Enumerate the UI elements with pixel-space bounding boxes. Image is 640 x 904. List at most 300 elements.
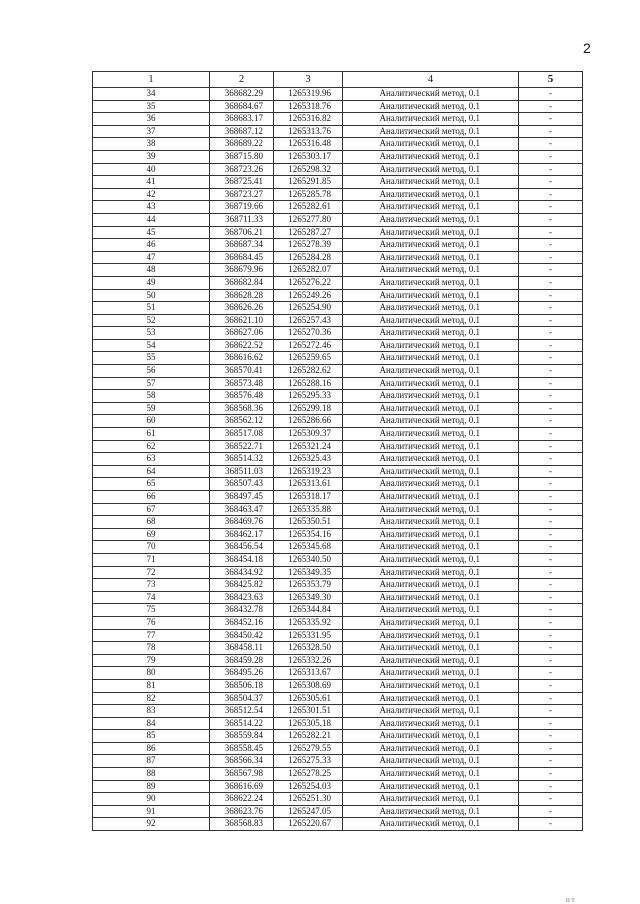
- note-cell: -: [519, 491, 583, 504]
- point-number-cell: 38: [93, 138, 210, 151]
- point-number-cell: 58: [93, 390, 210, 403]
- note-cell: -: [519, 163, 583, 176]
- x-coordinate-cell: 368684.67: [210, 100, 274, 113]
- x-coordinate-cell: 368623.76: [210, 805, 274, 818]
- point-number-cell: 50: [93, 289, 210, 302]
- y-coordinate-cell: 1265344.84: [274, 604, 343, 617]
- point-number-cell: 74: [93, 591, 210, 604]
- point-number-cell: 66: [93, 491, 210, 504]
- point-number-cell: 49: [93, 276, 210, 289]
- y-coordinate-cell: 1265277.80: [274, 213, 343, 226]
- y-coordinate-cell: 1265254.90: [274, 302, 343, 315]
- table-row: [93, 768, 583, 781]
- note-cell: -: [519, 213, 583, 226]
- note-cell: -: [519, 113, 583, 126]
- x-coordinate-cell: 368682.29: [210, 88, 274, 101]
- note-cell: -: [519, 528, 583, 541]
- x-coordinate-cell: 368570.41: [210, 365, 274, 378]
- method-cell: Аналитический метод, 0.1: [343, 516, 519, 529]
- point-number-cell: 56: [93, 365, 210, 378]
- note-cell: -: [519, 402, 583, 415]
- note-cell: -: [519, 730, 583, 743]
- y-coordinate-cell: 1265328.50: [274, 642, 343, 655]
- note-cell: -: [519, 465, 583, 478]
- table-row: [93, 604, 583, 617]
- note-cell: -: [519, 188, 583, 201]
- header-cell-4: 4: [343, 72, 519, 88]
- method-cell: Аналитический метод, 0.1: [343, 616, 519, 629]
- method-cell: Аналитический метод, 0.1: [343, 692, 519, 705]
- table-row: [93, 616, 583, 629]
- point-number-cell: 68: [93, 516, 210, 529]
- x-coordinate-cell: 368576.48: [210, 390, 274, 403]
- note-cell: -: [519, 352, 583, 365]
- method-cell: Аналитический метод, 0.1: [343, 465, 519, 478]
- x-coordinate-cell: 368568.83: [210, 818, 274, 831]
- y-coordinate-cell: 1265319.96: [274, 88, 343, 101]
- point-number-cell: 59: [93, 402, 210, 415]
- method-cell: Аналитический метод, 0.1: [343, 289, 519, 302]
- method-cell: Аналитический метод, 0.1: [343, 453, 519, 466]
- header-cell-3: 3: [274, 72, 343, 88]
- x-coordinate-cell: 368679.96: [210, 264, 274, 277]
- method-cell: Аналитический метод, 0.1: [343, 478, 519, 491]
- x-coordinate-cell: 368458.11: [210, 642, 274, 655]
- point-number-cell: 86: [93, 742, 210, 755]
- point-number-cell: 41: [93, 176, 210, 189]
- y-coordinate-cell: 1265254.03: [274, 780, 343, 793]
- x-coordinate-cell: 368456.54: [210, 541, 274, 554]
- y-coordinate-cell: 1265325.43: [274, 453, 343, 466]
- y-coordinate-cell: 1265282.21: [274, 730, 343, 743]
- y-coordinate-cell: 1265340.50: [274, 553, 343, 566]
- x-coordinate-cell: 368497.45: [210, 491, 274, 504]
- note-cell: -: [519, 289, 583, 302]
- point-number-cell: 81: [93, 679, 210, 692]
- y-coordinate-cell: 1265295.33: [274, 390, 343, 403]
- y-coordinate-cell: 1265353.79: [274, 579, 343, 592]
- method-cell: Аналитический метод, 0.1: [343, 339, 519, 352]
- x-coordinate-cell: 368706.21: [210, 226, 274, 239]
- method-cell: Аналитический метод, 0.1: [343, 365, 519, 378]
- method-cell: Аналитический метод, 0.1: [343, 566, 519, 579]
- y-coordinate-cell: 1265319.23: [274, 465, 343, 478]
- point-number-cell: 51: [93, 302, 210, 315]
- y-coordinate-cell: 1265313.61: [274, 478, 343, 491]
- note-cell: -: [519, 440, 583, 453]
- x-coordinate-cell: 368558.45: [210, 742, 274, 755]
- note-cell: -: [519, 679, 583, 692]
- note-cell: -: [519, 516, 583, 529]
- table-row: [93, 402, 583, 415]
- method-cell: Аналитический метод, 0.1: [343, 352, 519, 365]
- point-number-cell: 44: [93, 213, 210, 226]
- note-cell: -: [519, 705, 583, 718]
- x-coordinate-cell: 368689.22: [210, 138, 274, 151]
- point-number-cell: 70: [93, 541, 210, 554]
- x-coordinate-cell: 368723.26: [210, 163, 274, 176]
- y-coordinate-cell: 1265313.67: [274, 667, 343, 680]
- y-coordinate-cell: 1265282.62: [274, 365, 343, 378]
- note-cell: -: [519, 591, 583, 604]
- table-row: [93, 491, 583, 504]
- point-number-cell: 72: [93, 566, 210, 579]
- x-coordinate-cell: 368512.54: [210, 705, 274, 718]
- x-coordinate-cell: 368683.17: [210, 113, 274, 126]
- x-coordinate-cell: 368514.32: [210, 453, 274, 466]
- table-row: [93, 100, 583, 113]
- header-cell-2: 2: [210, 72, 274, 88]
- x-coordinate-cell: 368567.98: [210, 768, 274, 781]
- method-cell: Аналитический метод, 0.1: [343, 125, 519, 138]
- note-cell: -: [519, 201, 583, 214]
- table-row: [93, 440, 583, 453]
- method-cell: Аналитический метод, 0.1: [343, 276, 519, 289]
- table-header-row: [93, 72, 583, 88]
- x-coordinate-cell: 368684.45: [210, 251, 274, 264]
- point-number-cell: 42: [93, 188, 210, 201]
- table-row: [93, 780, 583, 793]
- note-cell: -: [519, 717, 583, 730]
- method-cell: Аналитический метод, 0.1: [343, 491, 519, 504]
- note-cell: -: [519, 654, 583, 667]
- table-row: [93, 528, 583, 541]
- method-cell: Аналитический метод, 0.1: [343, 415, 519, 428]
- point-number-cell: 57: [93, 377, 210, 390]
- point-number-cell: 47: [93, 251, 210, 264]
- method-cell: Аналитический метод, 0.1: [343, 428, 519, 441]
- x-coordinate-cell: 368616.69: [210, 780, 274, 793]
- table-row: [93, 642, 583, 655]
- table-row: [93, 113, 583, 126]
- point-number-cell: 55: [93, 352, 210, 365]
- y-coordinate-cell: 1265275.33: [274, 755, 343, 768]
- note-cell: -: [519, 793, 583, 806]
- method-cell: Аналитический метод, 0.1: [343, 264, 519, 277]
- note-cell: -: [519, 276, 583, 289]
- method-cell: Аналитический метод, 0.1: [343, 742, 519, 755]
- method-cell: Аналитический метод, 0.1: [343, 642, 519, 655]
- y-coordinate-cell: 1265345.68: [274, 541, 343, 554]
- x-coordinate-cell: 368514.22: [210, 717, 274, 730]
- method-cell: Аналитический метод, 0.1: [343, 503, 519, 516]
- table-row: [93, 377, 583, 390]
- point-number-cell: 63: [93, 453, 210, 466]
- y-coordinate-cell: 1265286.66: [274, 415, 343, 428]
- point-number-cell: 43: [93, 201, 210, 214]
- table-row: [93, 415, 583, 428]
- point-number-cell: 52: [93, 314, 210, 327]
- note-cell: -: [519, 755, 583, 768]
- point-number-cell: 80: [93, 667, 210, 680]
- note-cell: -: [519, 579, 583, 592]
- x-coordinate-cell: 368622.52: [210, 339, 274, 352]
- coordinates-table: [92, 71, 583, 831]
- y-coordinate-cell: 1265287.27: [274, 226, 343, 239]
- note-cell: -: [519, 616, 583, 629]
- table-row: [93, 390, 583, 403]
- x-coordinate-cell: 368450.42: [210, 629, 274, 642]
- table-row: [93, 579, 583, 592]
- y-coordinate-cell: 1265285.78: [274, 188, 343, 201]
- method-cell: Аналитический метод, 0.1: [343, 201, 519, 214]
- x-coordinate-cell: 368469.76: [210, 516, 274, 529]
- header-cell-1: 1: [93, 72, 210, 88]
- x-coordinate-cell: 368425.82: [210, 579, 274, 592]
- table-row: [93, 276, 583, 289]
- point-number-cell: 36: [93, 113, 210, 126]
- point-number-cell: 39: [93, 150, 210, 163]
- table-row: [93, 176, 583, 189]
- note-cell: -: [519, 239, 583, 252]
- table-row: [93, 516, 583, 529]
- point-number-cell: 75: [93, 604, 210, 617]
- method-cell: Аналитический метод, 0.1: [343, 667, 519, 680]
- x-coordinate-cell: 368511.03: [210, 465, 274, 478]
- table-row: [93, 717, 583, 730]
- x-coordinate-cell: 368506.18: [210, 679, 274, 692]
- point-number-cell: 78: [93, 642, 210, 655]
- point-number-cell: 88: [93, 768, 210, 781]
- note-cell: -: [519, 339, 583, 352]
- x-coordinate-cell: 368432.78: [210, 604, 274, 617]
- point-number-cell: 40: [93, 163, 210, 176]
- note-cell: -: [519, 138, 583, 151]
- y-coordinate-cell: 1265247.05: [274, 805, 343, 818]
- point-number-cell: 65: [93, 478, 210, 491]
- point-number-cell: 53: [93, 327, 210, 340]
- method-cell: Аналитический метод, 0.1: [343, 553, 519, 566]
- method-cell: Аналитический метод, 0.1: [343, 138, 519, 151]
- table-row: [93, 239, 583, 252]
- method-cell: Аналитический метод, 0.1: [343, 768, 519, 781]
- method-cell: Аналитический метод, 0.1: [343, 705, 519, 718]
- note-cell: -: [519, 176, 583, 189]
- note-cell: -: [519, 566, 583, 579]
- table-row: [93, 213, 583, 226]
- x-coordinate-cell: 368682.84: [210, 276, 274, 289]
- note-cell: -: [519, 428, 583, 441]
- point-number-cell: 85: [93, 730, 210, 743]
- x-coordinate-cell: 368711.33: [210, 213, 274, 226]
- table-row: [93, 793, 583, 806]
- y-coordinate-cell: 1265257.43: [274, 314, 343, 327]
- x-coordinate-cell: 368628.28: [210, 289, 274, 302]
- point-number-cell: 89: [93, 780, 210, 793]
- table-row: [93, 478, 583, 491]
- method-cell: Аналитический метод, 0.1: [343, 541, 519, 554]
- x-coordinate-cell: 368621.10: [210, 314, 274, 327]
- point-number-cell: 45: [93, 226, 210, 239]
- note-cell: -: [519, 629, 583, 642]
- point-number-cell: 67: [93, 503, 210, 516]
- table-row: [93, 818, 583, 831]
- x-coordinate-cell: 368463.47: [210, 503, 274, 516]
- point-number-cell: 71: [93, 553, 210, 566]
- y-coordinate-cell: 1265279.55: [274, 742, 343, 755]
- table-row: [93, 302, 583, 315]
- x-coordinate-cell: 368715.80: [210, 150, 274, 163]
- point-number-cell: 79: [93, 654, 210, 667]
- method-cell: Аналитический метод, 0.1: [343, 239, 519, 252]
- method-cell: Аналитический метод, 0.1: [343, 251, 519, 264]
- y-coordinate-cell: 1265282.61: [274, 201, 343, 214]
- y-coordinate-cell: 1265270.36: [274, 327, 343, 340]
- method-cell: Аналитический метод, 0.1: [343, 755, 519, 768]
- y-coordinate-cell: 1265301.51: [274, 705, 343, 718]
- y-coordinate-cell: 1265282.07: [274, 264, 343, 277]
- note-cell: -: [519, 553, 583, 566]
- point-number-cell: 64: [93, 465, 210, 478]
- table-row: [93, 742, 583, 755]
- x-coordinate-cell: 368687.12: [210, 125, 274, 138]
- method-cell: Аналитический метод, 0.1: [343, 440, 519, 453]
- note-cell: -: [519, 818, 583, 831]
- point-number-cell: 90: [93, 793, 210, 806]
- x-coordinate-cell: 368687.34: [210, 239, 274, 252]
- table-row: [93, 314, 583, 327]
- table-row: [93, 465, 583, 478]
- note-cell: -: [519, 100, 583, 113]
- note-cell: -: [519, 642, 583, 655]
- y-coordinate-cell: 1265249.26: [274, 289, 343, 302]
- x-coordinate-cell: 368504.37: [210, 692, 274, 705]
- point-number-cell: 46: [93, 239, 210, 252]
- table-row: [93, 339, 583, 352]
- table-row: [93, 150, 583, 163]
- point-number-cell: 34: [93, 88, 210, 101]
- y-coordinate-cell: 1265331.95: [274, 629, 343, 642]
- method-cell: Аналитический метод, 0.1: [343, 188, 519, 201]
- x-coordinate-cell: 368562.12: [210, 415, 274, 428]
- table-row: [93, 264, 583, 277]
- x-coordinate-cell: 368627.06: [210, 327, 274, 340]
- point-number-cell: 73: [93, 579, 210, 592]
- note-cell: -: [519, 390, 583, 403]
- table-row: [93, 138, 583, 151]
- method-cell: Аналитический метод, 0.1: [343, 377, 519, 390]
- method-cell: Аналитический метод, 0.1: [343, 793, 519, 806]
- note-cell: -: [519, 453, 583, 466]
- x-coordinate-cell: 368434.92: [210, 566, 274, 579]
- note-cell: -: [519, 226, 583, 239]
- table-row: [93, 755, 583, 768]
- x-coordinate-cell: 368719.66: [210, 201, 274, 214]
- x-coordinate-cell: 368462.17: [210, 528, 274, 541]
- note-cell: -: [519, 88, 583, 101]
- x-coordinate-cell: 368725.41: [210, 176, 274, 189]
- method-cell: Аналитический метод, 0.1: [343, 717, 519, 730]
- y-coordinate-cell: 1265291.85: [274, 176, 343, 189]
- point-number-cell: 87: [93, 755, 210, 768]
- y-coordinate-cell: 1265259.65: [274, 352, 343, 365]
- method-cell: Аналитический метод, 0.1: [343, 579, 519, 592]
- method-cell: Аналитический метод, 0.1: [343, 402, 519, 415]
- method-cell: Аналитический метод, 0.1: [343, 100, 519, 113]
- note-cell: -: [519, 780, 583, 793]
- x-coordinate-cell: 368454.18: [210, 553, 274, 566]
- table-row: [93, 201, 583, 214]
- x-coordinate-cell: 368723.27: [210, 188, 274, 201]
- note-cell: -: [519, 478, 583, 491]
- header-cell-5: 5: [519, 72, 583, 88]
- table-row: [93, 188, 583, 201]
- method-cell: Аналитический метод, 0.1: [343, 314, 519, 327]
- method-cell: Аналитический метод, 0.1: [343, 591, 519, 604]
- method-cell: Аналитический метод, 0.1: [343, 679, 519, 692]
- y-coordinate-cell: 1265284.28: [274, 251, 343, 264]
- y-coordinate-cell: 1265316.82: [274, 113, 343, 126]
- y-coordinate-cell: 1265251.30: [274, 793, 343, 806]
- table-row: [93, 629, 583, 642]
- y-coordinate-cell: 1265318.76: [274, 100, 343, 113]
- x-coordinate-cell: 368559.84: [210, 730, 274, 743]
- method-cell: Аналитический метод, 0.1: [343, 226, 519, 239]
- x-coordinate-cell: 368566.34: [210, 755, 274, 768]
- table-row: [93, 163, 583, 176]
- y-coordinate-cell: 1265313.76: [274, 125, 343, 138]
- y-coordinate-cell: 1265335.88: [274, 503, 343, 516]
- y-coordinate-cell: 1265276.22: [274, 276, 343, 289]
- note-cell: -: [519, 264, 583, 277]
- y-coordinate-cell: 1265272.46: [274, 339, 343, 352]
- y-coordinate-cell: 1265220.67: [274, 818, 343, 831]
- table-row: [93, 352, 583, 365]
- y-coordinate-cell: 1265349.30: [274, 591, 343, 604]
- method-cell: Аналитический метод, 0.1: [343, 780, 519, 793]
- table-row: [93, 503, 583, 516]
- point-number-cell: 54: [93, 339, 210, 352]
- table-row: [93, 541, 583, 554]
- y-coordinate-cell: 1265332.26: [274, 654, 343, 667]
- y-coordinate-cell: 1265309.37: [274, 428, 343, 441]
- y-coordinate-cell: 1265349.35: [274, 566, 343, 579]
- table-row: [93, 566, 583, 579]
- table-row: [93, 88, 583, 101]
- point-number-cell: 62: [93, 440, 210, 453]
- y-coordinate-cell: 1265303.17: [274, 150, 343, 163]
- point-number-cell: 76: [93, 616, 210, 629]
- y-coordinate-cell: 1265354.16: [274, 528, 343, 541]
- table-row: [93, 591, 583, 604]
- table-row: [93, 679, 583, 692]
- method-cell: Аналитический метод, 0.1: [343, 818, 519, 831]
- note-cell: -: [519, 415, 583, 428]
- note-cell: -: [519, 251, 583, 264]
- note-cell: -: [519, 327, 583, 340]
- point-number-cell: 61: [93, 428, 210, 441]
- note-cell: -: [519, 377, 583, 390]
- footer-mark: п т: [566, 896, 575, 904]
- table-row: [93, 125, 583, 138]
- x-coordinate-cell: 368622.24: [210, 793, 274, 806]
- point-number-cell: 77: [93, 629, 210, 642]
- x-coordinate-cell: 368495.26: [210, 667, 274, 680]
- method-cell: Аналитический метод, 0.1: [343, 327, 519, 340]
- y-coordinate-cell: 1265305.18: [274, 717, 343, 730]
- table-row: [93, 730, 583, 743]
- x-coordinate-cell: 368507.43: [210, 478, 274, 491]
- y-coordinate-cell: 1265350.51: [274, 516, 343, 529]
- method-cell: Аналитический метод, 0.1: [343, 113, 519, 126]
- method-cell: Аналитический метод, 0.1: [343, 654, 519, 667]
- x-coordinate-cell: 368573.48: [210, 377, 274, 390]
- note-cell: -: [519, 667, 583, 680]
- note-cell: -: [519, 365, 583, 378]
- table-row: [93, 289, 583, 302]
- point-number-cell: 37: [93, 125, 210, 138]
- x-coordinate-cell: 368452.16: [210, 616, 274, 629]
